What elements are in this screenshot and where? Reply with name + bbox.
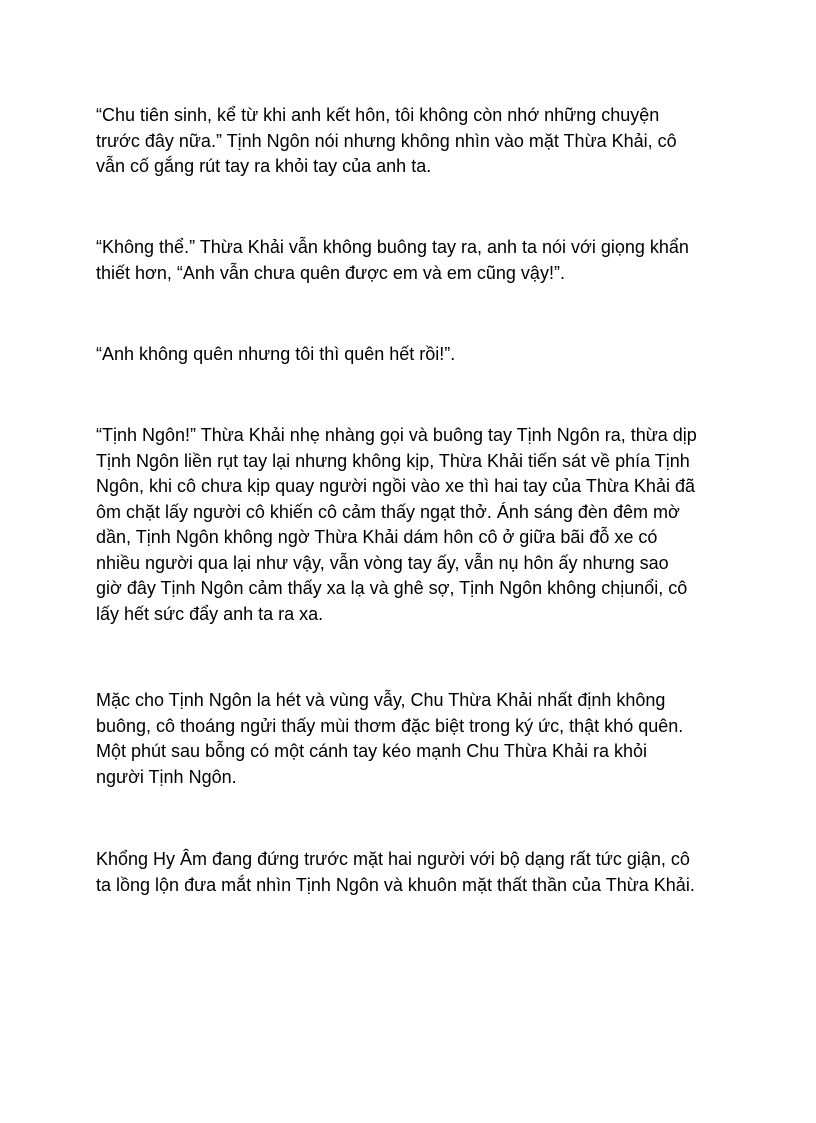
- text-line: buông, cô thoáng ngửi thấy mùi thơm đặc biệt trong ký ức, thật khó quên.: [96, 715, 684, 736]
- text-line: “Chu tiên sinh, kể từ khi anh kết hôn, tôi không còn nhớ những chuyện: [96, 105, 660, 125]
- text-line: trước đây nữa.” Tịnh Ngôn nói nhưng không nhìn vào mặt Thừa Khải, cô: [96, 130, 677, 151]
- text-line: giờ đây Tịnh Ngôn cảm thấy xa lạ và ghê sợ, Tịnh Ngôn không chịunổi, cô: [96, 578, 688, 598]
- text-line: vẫn cố gắng rút tay ra khỏi tay của anh ta.: [96, 156, 432, 176]
- text-line: nhiều người qua lại như vậy, vẫn vòng tay ấy, vẫn nụ hôn ấy nhưng sao: [96, 552, 669, 573]
- text-line: Mặc cho Tịnh Ngôn la hét và vùng vẫy, Chu Thừa Khải nhất định không: [96, 690, 666, 710]
- text-line: thiết hơn, “Anh vẫn chưa quên được em và em cũng vậy!”.: [96, 262, 565, 283]
- text-line: dần, Tịnh Ngôn không ngờ Thừa Khải dám hôn cô ở giữa bãi đỗ xe có: [96, 527, 658, 547]
- text-line: Khổng Hy Âm đang đứng trước mặt hai người với bộ dạng rất tức giận, cô: [96, 849, 690, 869]
- text-line: “Không thể.” Thừa Khải vẫn không buông tay ra, anh ta nói với giọng khẩn: [96, 237, 689, 257]
- text-line: ôm chặt lấy người cô khiến cô cảm thấy ngạt thở. Ánh sáng đèn đêm mờ: [96, 501, 680, 522]
- paragraph: [96, 235, 736, 286]
- paragraph: [96, 688, 736, 790]
- text-line: Một phút sau bỗng có một cánh tay kéo mạnh Chu Thừa Khải ra khỏi: [96, 741, 648, 761]
- text-line: “Anh không quên nhưng tôi thì quên hết rồi!”.: [96, 344, 456, 364]
- paragraph: [96, 423, 736, 627]
- text-line: Ngôn, khi cô chưa kịp quay người ngồi vào xe thì hai tay của Thừa Khải đã: [96, 476, 695, 496]
- text-line: ta lồng lộn đưa mắt nhìn Tịnh Ngôn và khuôn mặt thất thần của Thừa Khải.: [96, 874, 695, 895]
- paragraph: [96, 847, 736, 898]
- paragraph: [96, 342, 736, 368]
- text-line: Tịnh Ngôn liền rụt tay lại nhưng không kịp, Thừa Khải tiến sát về phía Tịnh: [96, 450, 690, 471]
- paragraph: [96, 103, 736, 180]
- text-line: người Tịnh Ngôn.: [96, 766, 237, 787]
- text-line: lấy hết sức đẩy anh ta ra xa.: [96, 603, 324, 624]
- text-line: “Tịnh Ngôn!” Thừa Khải nhẹ nhàng gọi và buông tay Tịnh Ngôn ra, thừa dịp: [96, 425, 697, 445]
